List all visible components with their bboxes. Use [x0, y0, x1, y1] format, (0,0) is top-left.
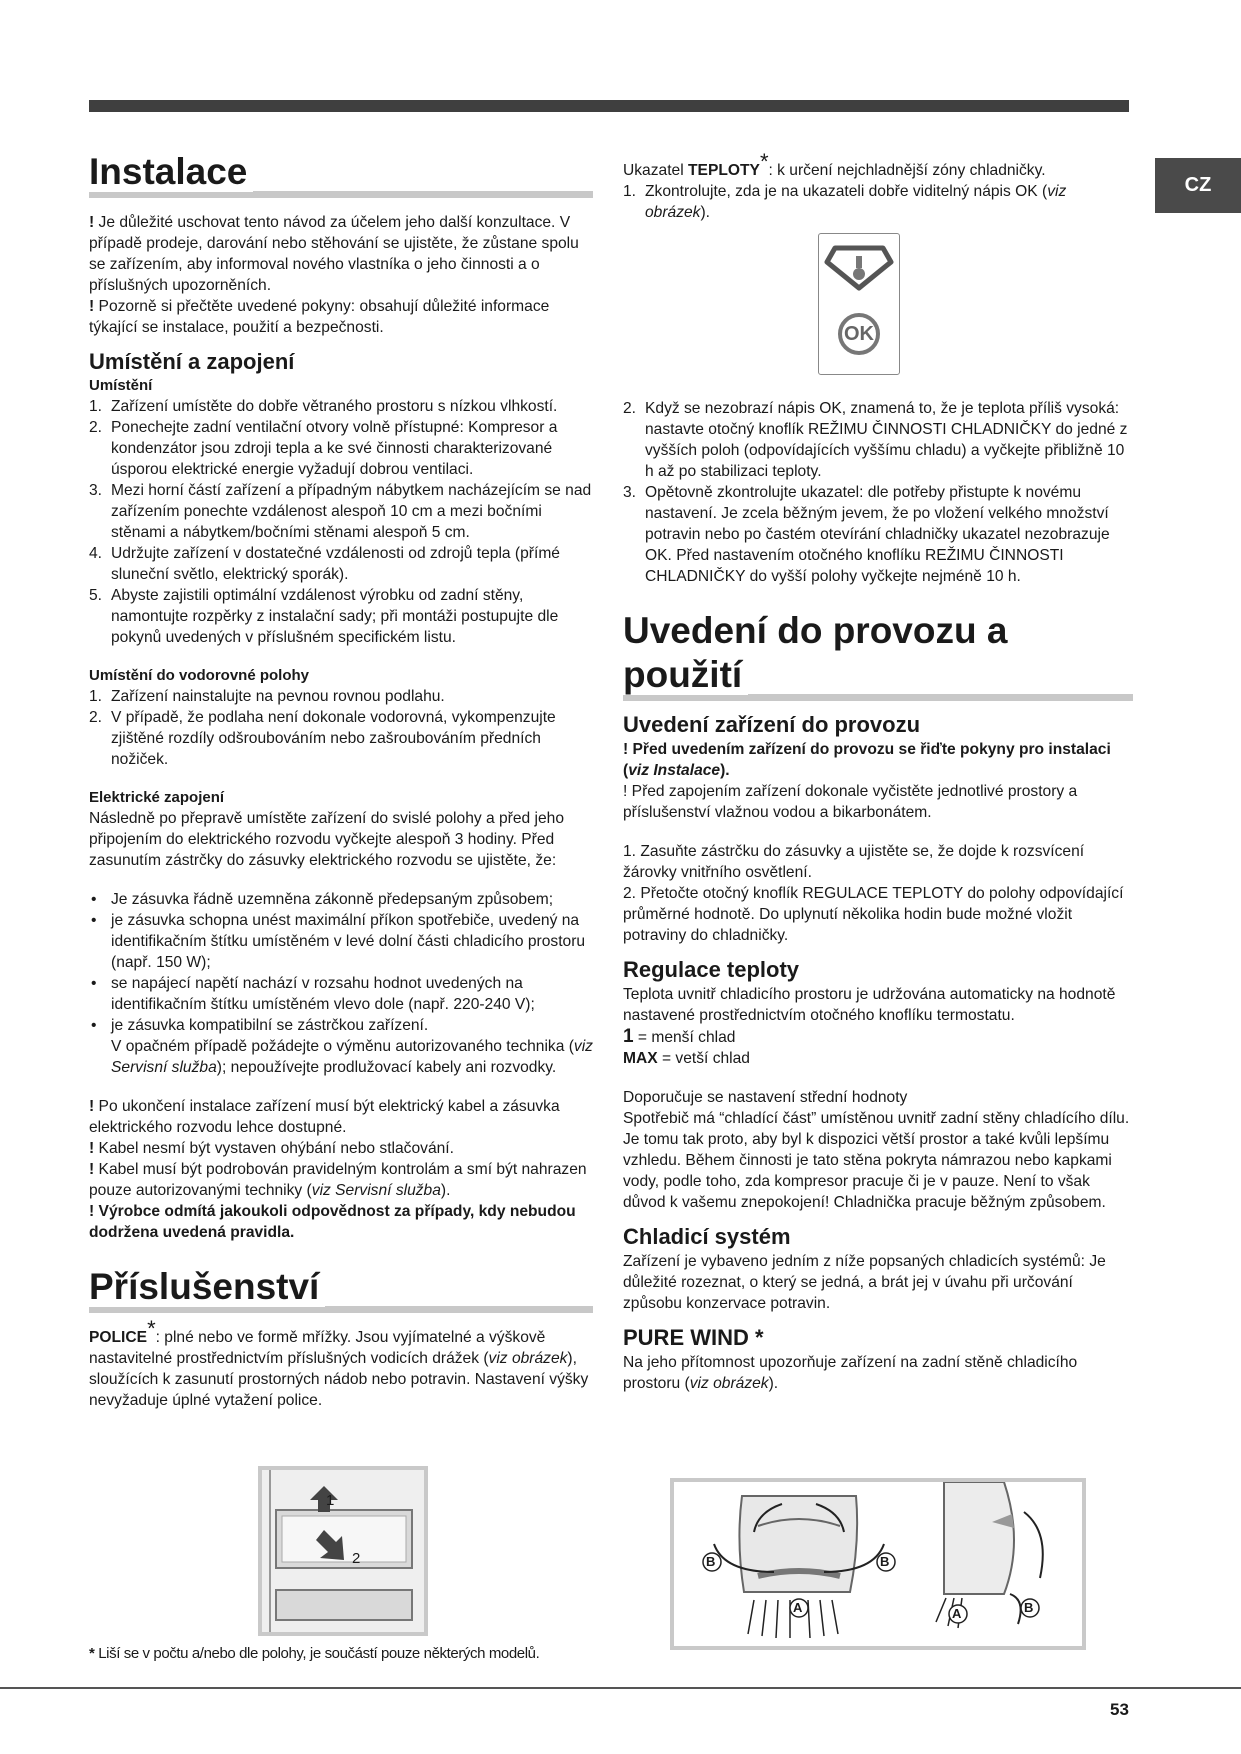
regulation-title: Regulace teploty	[623, 957, 800, 982]
list-item: 1. Zkontrolujte, zda je na ukazateli dobře viditelný nápis OK (viz obrázek).	[623, 183, 1067, 221]
page-number: 53	[1110, 1700, 1129, 1719]
regulation-max: MAX = vetší chlad	[623, 1050, 750, 1067]
regulation-wall: Spotřebič má “chladící část” umístěnou uvnitř zadní stěny chladícího dílu. Je tomu tak proto, aby byl k dispozici větší prostor a také kvůli lepšímu vzhledu. Během činnosti je tato stěna pokryta námrazou nebo kapkami vody, podle toho, zda kompresor pracuje či je v pauze. Není to však důvod k vašemu znepokojení! Chladnička pracuje běžným způsobem.	[623, 1110, 1130, 1211]
temp-list-2	[623, 398, 1133, 587]
list-item: 3. Opětovně zkontrolujte ukazatel: dle potřeby přistupte k novému nastavení. Je zcela běžným jevem, že po vložení velkého množství potravin nebo po častém otevírání chladničky ukazatel nezobrazuje OK. Před nastavením otočného knoflíku REŽIMU ČINNOSTI CHLADNIČKY do vyšší polohy vyčkejte nejméně 10 h.	[623, 484, 1110, 585]
list-item: 2. V případě, že podlaha není dokonale vodorovná, vykompenzujte zjištěné rozdíly odšroubováním nebo zašroubováním předních nožiček.	[89, 709, 556, 768]
level-subtitle: Umístění do vodorovné polohy	[89, 667, 310, 684]
fan-label-b-left: B	[706, 1554, 716, 1569]
start-step-2: 2. Přetočte otočný knoflík REGULACE TEPLOTY do polohy odpovídající průměrné hodnotě. Do uplynutí několika hodin bude možné vložit potraviny do chladničky.	[623, 885, 1124, 944]
use-title: Uvedení do provozu a použití	[623, 609, 1133, 701]
fig-label-2: 2	[352, 1550, 361, 1567]
fan-label-b-right: B	[880, 1554, 890, 1569]
pure-wind-figure	[670, 1478, 1086, 1650]
temp-list-1	[623, 181, 1133, 223]
warning-1: ! Po ukončení instalace zařízení musí být elektrický kabel a zásuvka elektrického rozvodu lehce dostupné.	[89, 1098, 560, 1136]
fan-label-a-side: A	[952, 1606, 962, 1621]
list-item: • je zásuvka kompatibilní se zástrčkou zařízení. V opačném případě požádejte o výměnu autorizovaného technika (viz Servisní služba); nepoužívejte prodlužovací kabely ani rozvodky.	[89, 1015, 593, 1078]
top-bar	[89, 100, 1129, 112]
warning-2: ! Kabel nesmí být vystaven ohýbání nebo stlačování.	[89, 1140, 454, 1157]
temp-indicator-figure	[818, 233, 900, 375]
regulation-text: Teplota uvnitř chladicího prostoru je udržována automaticky na hodnotě nastavené prostřednictvím otočného knoflíku termostatu.	[623, 986, 1116, 1024]
electric-subtitle: Elektrické zapojení	[89, 789, 225, 806]
accessories-title: Příslušenství	[89, 1265, 593, 1313]
fig-label-1: 1	[326, 1492, 335, 1509]
start-step-1: 1. Zasuňte zástrčku do zásuvky a ujistěte se, že dojde k rozsvícení žárovky vnitřního osvětlení.	[623, 843, 1085, 881]
electric-bullets	[89, 889, 593, 1078]
placement-list	[89, 396, 593, 648]
placement-title: Umístění a zapojení	[89, 349, 295, 374]
cooling-title: Chladicí systém	[623, 1224, 791, 1249]
list-item: 2. Když se nezobrazí nápis OK, znamená to, že je teplota příliš vysoká: nastavte otočný knoflík REŽIMU ČINNOSTI CHLADNIČKY do jedné z vyšších poloh (odpovídajících vyššímu chladu) a vyčkejte přibližně 10 h až po stabilizaci teploty.	[623, 400, 1128, 480]
fan-illustration	[674, 1482, 1082, 1646]
list-item: 5. Abyste zajistili optimální vzdálenost výrobku od zadní stěny, namontujte rozpěrky z instalační sady; při montáži postupujte dle pokynů uvedených v příslušném specifickém listu.	[89, 587, 559, 646]
regulation-recommend: Doporučuje se nastavení střední hodnoty	[623, 1089, 908, 1106]
footnote: * Liší se v počtu a/nebo dle polohy, je součástí pouze některých modelů.	[89, 1645, 540, 1662]
footer-rule	[0, 1687, 1241, 1689]
list-item: 1. Zařízení nainstalujte na pevnou rovnou podlahu.	[89, 688, 445, 705]
fan-label-a: A	[793, 1600, 803, 1615]
pure-wind-title: PURE WIND *	[623, 1325, 764, 1350]
intro-para-1: ! Je důležité uschovat tento návod za účelem jeho další konzultace. V případě prodeje, darování nebo stěhování se ujistěte, že zůstane spolu se zařízením, aby informoval nového vlastníka o jeho činnosti a o příslušných upozorněních.	[89, 214, 579, 294]
shelf-illustration	[262, 1470, 424, 1632]
list-item: 3. Mezi horní částí zařízení a případným nábytkem nacházejícím se nad zařízením ponechte vzdálenost alespoň 10 cm a mezi bočními stěnami a nábytkem/bočními stěnami alespoň 5 cm.	[89, 482, 592, 541]
start-warning: ! Před uvedením zařízení do provozu se řiďte pokyny pro instalaci (viz Instalace).	[623, 741, 1111, 779]
start-clean: ! Před zapojením zařízení dokonale vyčistěte jednotlivé prostory a příslušenství vlažnou vodou a bikarbonátem.	[623, 783, 1078, 821]
level-list	[89, 686, 593, 770]
list-item: • je zásuvka schopna unést maximální příkon spotřebiče, uvedený na identifikačním štítku umístěném v levé dolní části chladicího prostoru (např. 150 W);	[89, 910, 593, 973]
warning-3: ! Kabel musí být podrobován pravidelným kontrolám a smí být nahrazen pouze autorizovanými techniky (viz Servisní služba).	[89, 1161, 587, 1199]
installation-title: Instalace	[89, 150, 593, 198]
list-item: 4. Udržujte zařízení v dostatečné vzdálenosti od zdrojů tepla (přímé sluneční světlo, elektrický sporák).	[89, 545, 560, 583]
right-column-2	[623, 398, 1133, 1394]
right-column	[623, 148, 1133, 223]
list-item: • se napájecí napětí nachází v rozsahu hodnot uvedených na identifikačním štítku umístěném vlevo dole (např. 220-240 V);	[89, 973, 593, 1015]
cooling-text: Zařízení je vybaveno jedním z níže popsaných chladicích systémů: Je důležité rozeznat, o který se jedná, a brát jej v úvahu při určování způsobu konzervace potravin.	[623, 1253, 1106, 1312]
shelves-text: POLICE*: plné nebo ve formě mřížky. Jsou vyjímatelné a výškově nastavitelné prostřednictvím příslušných vodicích drážek (viz obrázek), sloužících k zasunutí prostorných nádob nebo potravin. Nastavení výšky nevyžaduje úplné vytažení police.	[89, 1315, 589, 1409]
fan-label-b-side: B	[1024, 1600, 1034, 1615]
left-column	[89, 150, 593, 1411]
electric-text: Následně po přepravě umístěte zařízení do svislé polohy a před jeho připojením do elektrického rozvodu vyčkejte alespoň 3 hodiny. Před zasunutím zástrčky do zásuvky elektrického rozvodu se ujistěte, že:	[89, 810, 565, 869]
temp-indicator-text: Ukazatel TEPLOTY*: k určení nejchladnější zóny chladničky.	[623, 148, 1046, 179]
list-item: 2. Ponechejte zadní ventilační otvory volně přístupné: Kompresor a kondenzátor jsou zdroji tepla a ke své činnosti charakterizované úsporou elektrické energie vyžadují dobrou ventilaci.	[89, 419, 558, 478]
start-title: Uvedení zařízení do provozu	[623, 712, 921, 737]
pure-wind-text: Na jeho přítomnost upozorňuje zařízení na zadní stěně chladicího prostoru (viz obrázek).	[623, 1354, 1078, 1392]
thermometer-icon	[819, 234, 899, 374]
regulation-min: 1 = menší chlad	[623, 1026, 736, 1047]
warning-4: ! Výrobce odmítá jakoukoli odpovědnost za případy, kdy nebudou dodržena uvedená pravidla.	[89, 1203, 576, 1241]
ok-label: OK	[844, 323, 874, 345]
intro-para-2: ! Pozorně si přečtěte uvedené pokyny: obsahují důležité informace týkající se instalace, použití a bezpečnosti.	[89, 298, 550, 336]
language-tab: CZ	[1155, 158, 1241, 213]
placement-subtitle: Umístění	[89, 377, 153, 394]
list-item: 1. Zařízení umístěte do dobře větraného prostoru s nízkou vlhkostí.	[89, 398, 558, 415]
shelf-figure	[258, 1466, 428, 1636]
list-item: • Je zásuvka řádně uzemněna zákonně předepsaným způsobem;	[89, 889, 593, 910]
